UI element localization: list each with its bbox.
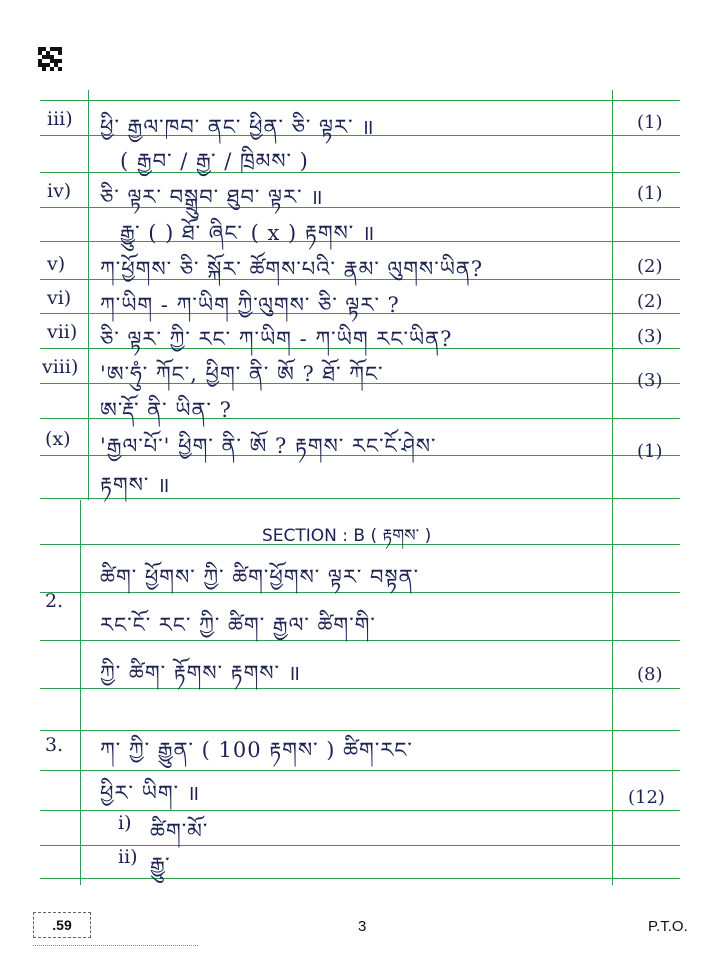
paper-code: .59 <box>33 912 91 938</box>
answer-text: 'རྒྱལ་པོ་' ཕྱིག་ ནི་ ཨོ ? རྟགས་ རང་ངོ་ཤེས་ <box>100 434 437 458</box>
marks-label: (2) <box>637 291 663 312</box>
answer-text: ཀྱི་ ཚིག་ རྟོགས་ རྟགས་ ॥ <box>100 661 302 685</box>
answer-text: ཀ་ ཀྱི་ རྒྱུན་ ( 100 རྟགས་ ) ཚིག་རང་ <box>100 738 413 762</box>
answer-text: ཕྱིར་ ཡིག་ ॥ <box>100 781 201 805</box>
answer-text: 'ཨ་ཧུཾ་ ཀོང་, ཕྱིག་ ནི་ ཨོ ? ཐོ་ ཀོང་ <box>100 362 384 386</box>
question-number: (x) <box>45 428 71 450</box>
sub-item-text: ཚིག་མོ་ <box>150 819 209 843</box>
marks-label: (1) <box>637 112 663 133</box>
answer-text: ཕྱི་ རྒྱལ་ཁབ་ ནང་ ཕྱིན་ ཅི་ ལྟར་ ॥ <box>100 115 375 139</box>
section-title: SECTION : B ( རྟགས་ ) <box>262 526 432 546</box>
qr-code-icon <box>38 47 62 71</box>
left-margin-line <box>88 90 89 500</box>
ruled-line <box>40 100 680 101</box>
question-number: v) <box>47 253 66 275</box>
question-number: vii) <box>47 321 78 343</box>
marks-label: (3) <box>637 326 663 347</box>
question-number: iv) <box>47 180 72 202</box>
pto-label: P.T.O. <box>648 918 688 935</box>
question-number: vi) <box>47 287 72 309</box>
sub-item-number: ii) <box>118 846 138 868</box>
answer-text: ཚིག་ ཕྱོགས་ ཀྱི་ ཚིག་ཕྱོགས་ ལྟར་ བསྟན་ <box>100 565 420 589</box>
footer-divider <box>33 945 198 946</box>
answer-text: ཅི་ ལྟར་ ཀྱི་ རང་ ཀ་ཡིག - ཀ་ཡིག རང་ཡིན? <box>100 327 453 351</box>
marks-label: (8) <box>637 664 663 685</box>
right-margin-line <box>612 90 613 885</box>
ruled-line <box>40 878 680 879</box>
question-number: viii) <box>42 356 79 378</box>
question-number: 3. <box>45 734 64 756</box>
marks-label: (12) <box>628 787 665 808</box>
sub-item-text: རྒྱུ་ <box>150 853 171 877</box>
answer-text: ཨ་རྡོ་ ནི་ ཡིན་ ? <box>100 398 232 422</box>
answer-text: རང་ངོ་ རང་ ཀྱི་ ཚིག་ རྒྱལ་ ཚིག་གི་ <box>100 613 376 637</box>
answer-text: ཅི་ ལྟར་ བསྒྲུབ་ ཐུབ་ ལྟར་ ॥ <box>100 185 324 209</box>
marks-label: (2) <box>637 256 663 277</box>
left-margin-line <box>80 500 81 885</box>
answer-text: རྟགས་ ॥ <box>100 473 171 497</box>
page-number: 3 <box>358 918 367 935</box>
answer-text: ཀ་ཕྱོགས་ ཅི་ སྐོར་ ཚོགས་པའི་ རྣམ་ ལུགས་ཡིན? <box>100 257 484 281</box>
answer-text: རྒྱུ་ ( ) ཐོ་ ཞིང་ ( x ) རྟགས་ ॥ <box>120 221 376 245</box>
sub-item-number: i) <box>118 812 132 834</box>
marks-label: (1) <box>637 441 663 462</box>
marks-label: (1) <box>637 183 663 204</box>
answer-text: ( རྒྱབ་ / རྒྱ་ / ཁྲིམས་ ) <box>120 149 309 173</box>
marks-label: (3) <box>637 370 663 391</box>
answer-text: ཀ་ཡིག - ཀ་ཡིག ཀྱི་ལུགས་ ཅི་ ལྟར་ ? <box>100 293 400 317</box>
question-number: 2. <box>45 590 64 612</box>
question-number: iii) <box>47 108 73 130</box>
